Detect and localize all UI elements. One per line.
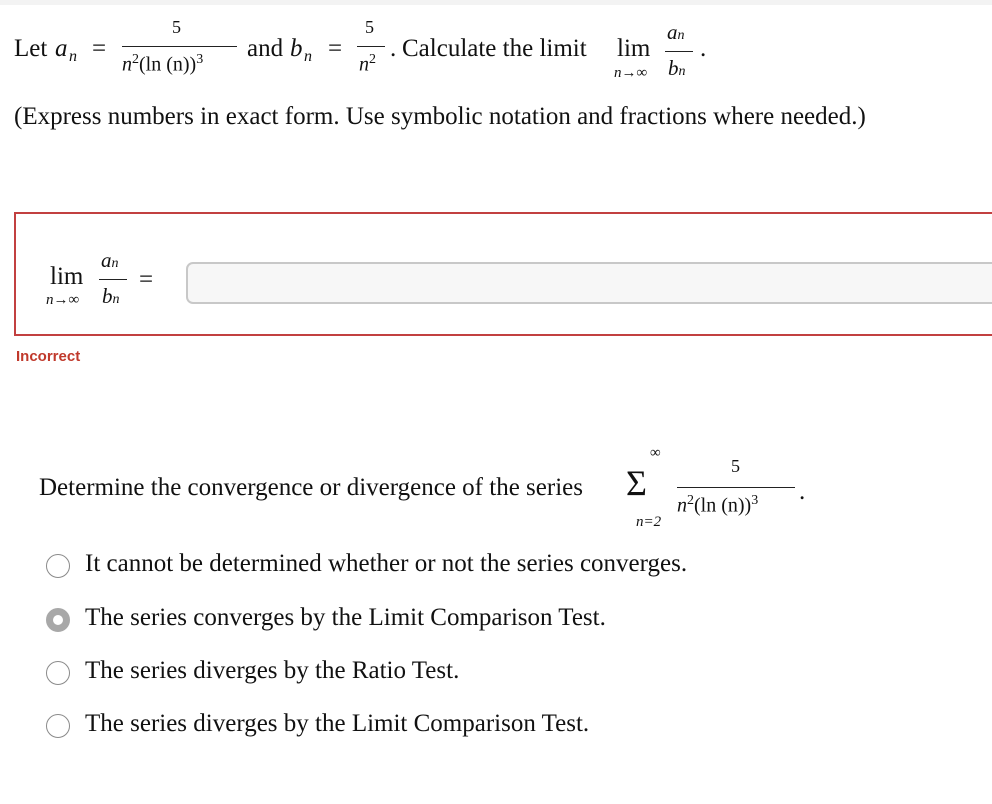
- sigma-symbol: Σ: [626, 463, 647, 503]
- b-sub: n: [304, 48, 312, 65]
- option-radio-3[interactable]: [46, 714, 70, 738]
- lim-period: .: [700, 35, 707, 62]
- option-radio-1[interactable]: [46, 608, 70, 632]
- status-incorrect: Incorrect: [16, 348, 81, 365]
- a-den-n: n: [122, 53, 132, 76]
- b-var: b: [290, 35, 303, 62]
- sigma-lower: n=2: [636, 514, 662, 530]
- option-label-1[interactable]: The series converges by the Limit Comparison Test.: [85, 604, 606, 631]
- a-den-sq: 2: [132, 52, 139, 67]
- a-denominator: [122, 52, 203, 77]
- answer-equals: =: [139, 266, 154, 293]
- option-label-0[interactable]: It cannot be determined whether or not the series converges.: [85, 550, 688, 577]
- answer-fraction-bar: [99, 279, 127, 280]
- lim-fraction-bar: [665, 51, 693, 52]
- answer-lim-subscript: n→∞: [46, 292, 80, 308]
- series-period: .: [799, 478, 806, 505]
- sigma-upper: ∞: [650, 445, 661, 461]
- a-den-cube: 3: [196, 52, 204, 67]
- series-numerator: 5: [731, 456, 740, 476]
- option-label-3[interactable]: The series diverges by the Limit Comparison Test.: [85, 710, 590, 737]
- b-den-n: n: [359, 53, 369, 76]
- answer-lim-text: lim: [50, 263, 84, 290]
- top-bar: [0, 0, 992, 5]
- series-denominator: $n^2(\ln$ (n))$^3$: [677, 493, 759, 517]
- option-radio-0[interactable]: [46, 554, 70, 578]
- lim-subscript: n→∞: [614, 65, 648, 81]
- option-label-2[interactable]: The series diverges by the Ratio Test.: [85, 657, 460, 684]
- series-prompt: Determine the convergence or divergence of the series: [39, 474, 583, 501]
- b-fraction-bar: [357, 46, 385, 47]
- b-period: .: [390, 35, 397, 62]
- instructions: (Express numbers in exact form. Use symbolic notation and fractions where needed.): [14, 103, 866, 130]
- lim-frac-bottom: bn: [668, 56, 686, 80]
- a-fraction-bar: [122, 46, 237, 47]
- a-numerator: 5: [172, 17, 181, 37]
- let-text: Let: [14, 35, 48, 62]
- b-equals: =: [328, 35, 343, 62]
- and-text: and: [247, 35, 284, 62]
- series-fraction-bar: [677, 487, 795, 488]
- answer-input[interactable]: [186, 262, 992, 304]
- a-var: a: [55, 35, 68, 62]
- answer-frac-bottom: bn: [102, 284, 120, 308]
- a-den-ln: (ln (n)): [139, 53, 197, 76]
- a-sub: n: [69, 48, 77, 65]
- b-numerator: 5: [365, 17, 374, 37]
- a-equals: =: [92, 35, 107, 62]
- b-denominator: [359, 52, 376, 77]
- calc-text: Calculate the limit: [402, 35, 587, 62]
- option-radio-2[interactable]: [46, 661, 70, 685]
- answer-frac-top: an: [101, 248, 119, 272]
- b-den-sq: 2: [369, 52, 376, 67]
- lim-text: lim: [617, 35, 651, 62]
- lim-frac-top: an: [667, 20, 685, 44]
